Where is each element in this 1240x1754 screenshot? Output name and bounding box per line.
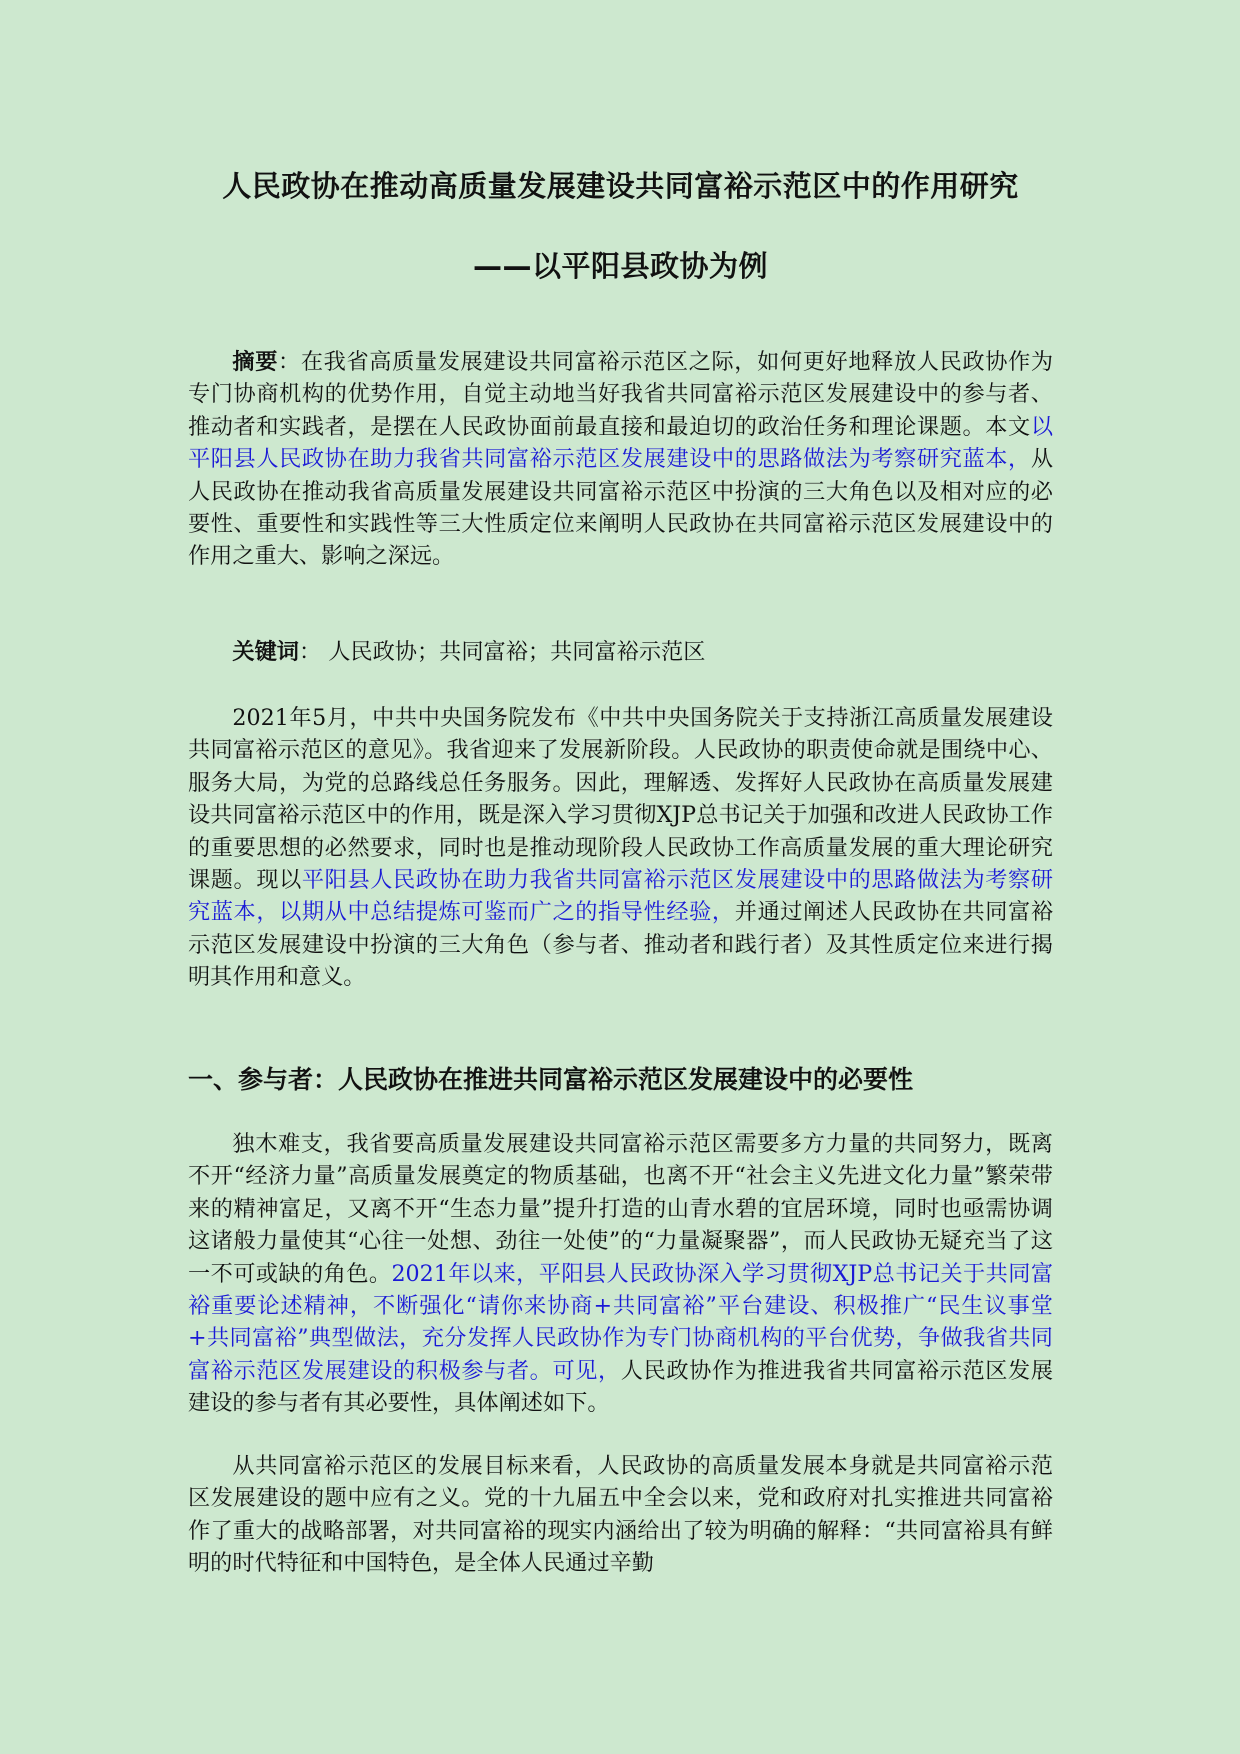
section-heading: 一、参与者：人民政协在推进共同富裕示范区发展建设中的必要性 bbox=[188, 1065, 914, 1094]
abstract-colon: ： bbox=[278, 349, 301, 375]
intro-text-c: 并通过阐述人民政协在共同富裕示范区发展建设中扮演的三大角色（参与者、推动者和践行者）及其性质定位来进行揭明其作用和意义。 bbox=[188, 899, 1054, 991]
keywords-text: 人民政协；共同富裕；共同富裕示范区 bbox=[328, 639, 706, 665]
intro-paragraph bbox=[188, 702, 1053, 994]
abstract-paragraph bbox=[188, 346, 1053, 573]
section-p1-highlight: 2021年以来，平阳县人民政协深入学习贯彻XJP总书记关于共同富裕重要论述精神，不断强化“请你来协商+共同富裕”平台建设、积极推广“民生议事堂+共同富裕”典型做法，充分发挥人民政协作为专门协商机构的平台优势，争做我省共同富裕示范区发展建设的积极参与者。可见， bbox=[188, 1260, 1054, 1384]
section-paragraph-2: 从共同富裕示范区的发展目标来看，人民政协的高质量发展本身就是共同富裕示范区发展建设的题中应有之义。党的十九届五中全会以来，党和政府对扎实推进共同富裕作了重大的战略部署，对共同富裕的现实内涵给出了较为明确的解释：“共同富裕具有鲜明的时代特征和中国特色，是全体人民通过辛勤 bbox=[188, 1453, 1053, 1577]
keywords-line bbox=[188, 636, 1053, 668]
keywords-colon: ： bbox=[298, 639, 322, 665]
abstract-text-c: 从人民政协在推动我省高质量发展建设共同富裕示范区中扮演的三大角色以及相对应的必要性、重要性和实践性等三大性质定位来阐明人民政协在共同富裕示范区发展建设中的作用之重大、影响之深远。 bbox=[188, 446, 1053, 570]
abstract-label: 摘要 bbox=[232, 349, 279, 375]
paper-subtitle: ——以平阳县政协为例 bbox=[472, 249, 768, 283]
keywords-label: 关键词 bbox=[232, 639, 299, 665]
abstract-highlight: 以平阳县人民政协在助力我省共同富裕示范区发展建设中的思路做法为考察研究蓝本， bbox=[188, 413, 1053, 473]
section-p1-text-a: 独木难支，我省要高质量发展建设共同富裕示范区需要多方力量的共同努力，既离不开“经济力量”高质量发展奠定的物质基础，也离不开“社会主义先进文化力量”繁荣带来的精神富足，又离不开“生态力量”提升打造的山青水碧的宜居环境，同时也亟需协调这诸般力量使其“心往一处想、劲往一处使”的“力量凝聚器”，而人民政协无疑充当了这一不可或缺的角色。 bbox=[188, 1131, 1053, 1287]
section-paragraph-1 bbox=[188, 1128, 1053, 1420]
section-p1-text-c: 人民政协作为推进我省共同富裕示范区发展建设的参与者有其必要性，具体阐述如下。 bbox=[188, 1357, 1054, 1417]
paper-title: 人民政协在推动高质量发展建设共同富裕示范区中的作用研究 bbox=[222, 169, 1019, 203]
intro-text-a: 2021年5月，中共中央国务院发布《中共中央国务院关于支持浙江高质量发展建设共同富裕示范区的意见》。我省迎来了发展新阶段。人民政协的职责使命就是围绕中心、服务大局，为党的总路线总任务服务。因此，理解透、发挥好人民政协在高质量发展建设共同富裕示范区中的作用，既是深入学习贯彻XJP总书记关于加强和改进人民政协工作的重要思想的必然要求，同时也是推动现阶段人民政协工作高质量发展的重大理论研究课题。现以 bbox=[188, 705, 1053, 894]
abstract-text-a: 在我省高质量发展建设共同富裕示范区之际，如何更好地释放人民政协作为专门协商机构的优势作用，自觉主动地当好我省共同富裕示范区发展建设中的参与者、推动者和实践者，是摆在人民政协面前最直接和最迫切的政治任务和理论课题。本文 bbox=[188, 349, 1054, 440]
intro-highlight: 平阳县人民政协在助力我省共同富裕示范区发展建设中的思路做法为考察研究蓝本，以期从中总结提炼可鉴而广之的指导性经验， bbox=[188, 867, 1054, 926]
